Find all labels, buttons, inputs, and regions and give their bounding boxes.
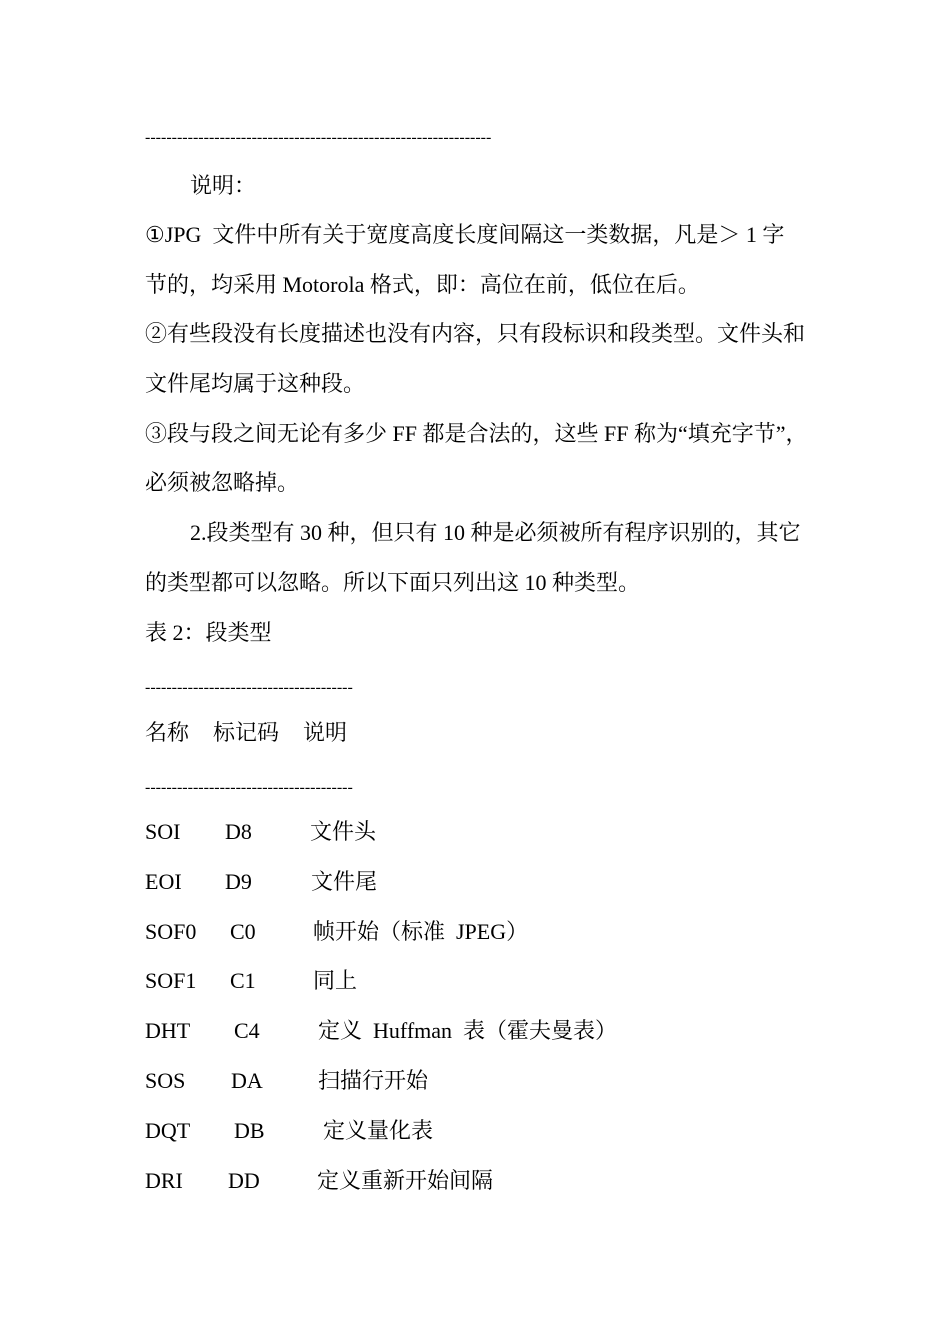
segment-description: 同上 xyxy=(313,968,358,993)
note-heading: 说明： xyxy=(190,173,257,198)
segment-code: DA xyxy=(231,1068,263,1093)
table-row xyxy=(145,1117,434,1145)
table-caption: 表 2：段类型 xyxy=(145,620,272,645)
header-code: 标记码 xyxy=(213,720,280,745)
table-row xyxy=(145,1067,429,1095)
table-row xyxy=(145,1167,494,1195)
segment-code: DD xyxy=(228,1168,260,1193)
separator-line: ----------------------------------------------------------------- xyxy=(145,129,492,146)
segment-code: D9 xyxy=(225,869,252,894)
note-line: 文件尾均属于这种段。 xyxy=(145,371,366,396)
table-row xyxy=(145,868,378,896)
segment-description: 定义量化表 xyxy=(323,1118,434,1143)
segment-code: DB xyxy=(234,1118,265,1143)
table-separator-bottom: --------------------------------------- xyxy=(145,779,353,796)
segment-description: 扫描行开始 xyxy=(318,1068,429,1093)
segment-name: DQT xyxy=(145,1118,191,1143)
segment-name: SOF1 xyxy=(145,968,197,993)
note-line: ①JPG 文件中所有关于宽度高度长度间隔这一类数据，凡是＞ 1 字 xyxy=(145,222,785,247)
paragraph-line: 2.段类型有 30 种，但只有 10 种是必须被所有程序识别的，其它 xyxy=(190,520,801,545)
segment-code: D8 xyxy=(225,819,252,844)
segment-name: DRI xyxy=(145,1168,183,1193)
segment-name: SOI xyxy=(145,819,181,844)
header-name: 名称 xyxy=(145,720,190,745)
note-line: ③段与段之间无论有多少 FF 都是合法的，这些 FF 称为“填充字节”， xyxy=(145,421,808,446)
table-separator-top: --------------------------------------- xyxy=(145,679,353,696)
segment-code: C4 xyxy=(234,1018,260,1043)
segment-description: 文件头 xyxy=(310,819,377,844)
paragraph-line: 的类型都可以忽略。所以下面只列出这 10 种类型。 xyxy=(145,570,641,595)
table-row xyxy=(145,918,529,946)
table-row xyxy=(145,818,377,846)
segment-description: 定义重新开始间隔 xyxy=(317,1168,494,1193)
segment-description: 帧开始（标准 JPEG） xyxy=(313,919,529,944)
segment-code: C1 xyxy=(230,968,256,993)
note-line: ②有些段没有长度描述也没有内容，只有段标识和段类型。文件头和 xyxy=(145,321,806,346)
segment-name: SOS xyxy=(145,1068,186,1093)
header-description: 说明 xyxy=(303,720,348,745)
segment-name: SOF0 xyxy=(145,919,197,944)
segment-description: 文件尾 xyxy=(311,869,378,894)
segment-description: 定义 Huffman 表（霍夫曼表） xyxy=(318,1018,618,1043)
segment-name: EOI xyxy=(145,869,182,894)
segment-name: DHT xyxy=(145,1018,191,1043)
note-line: 节的，均采用 Motorola 格式，即：高位在前，低位在后。 xyxy=(145,272,700,297)
segment-code: C0 xyxy=(230,919,256,944)
table-header-row xyxy=(145,719,348,747)
note-line: 必须被忽略掉。 xyxy=(145,470,300,495)
table-row xyxy=(145,1017,618,1045)
table-row xyxy=(145,967,358,995)
